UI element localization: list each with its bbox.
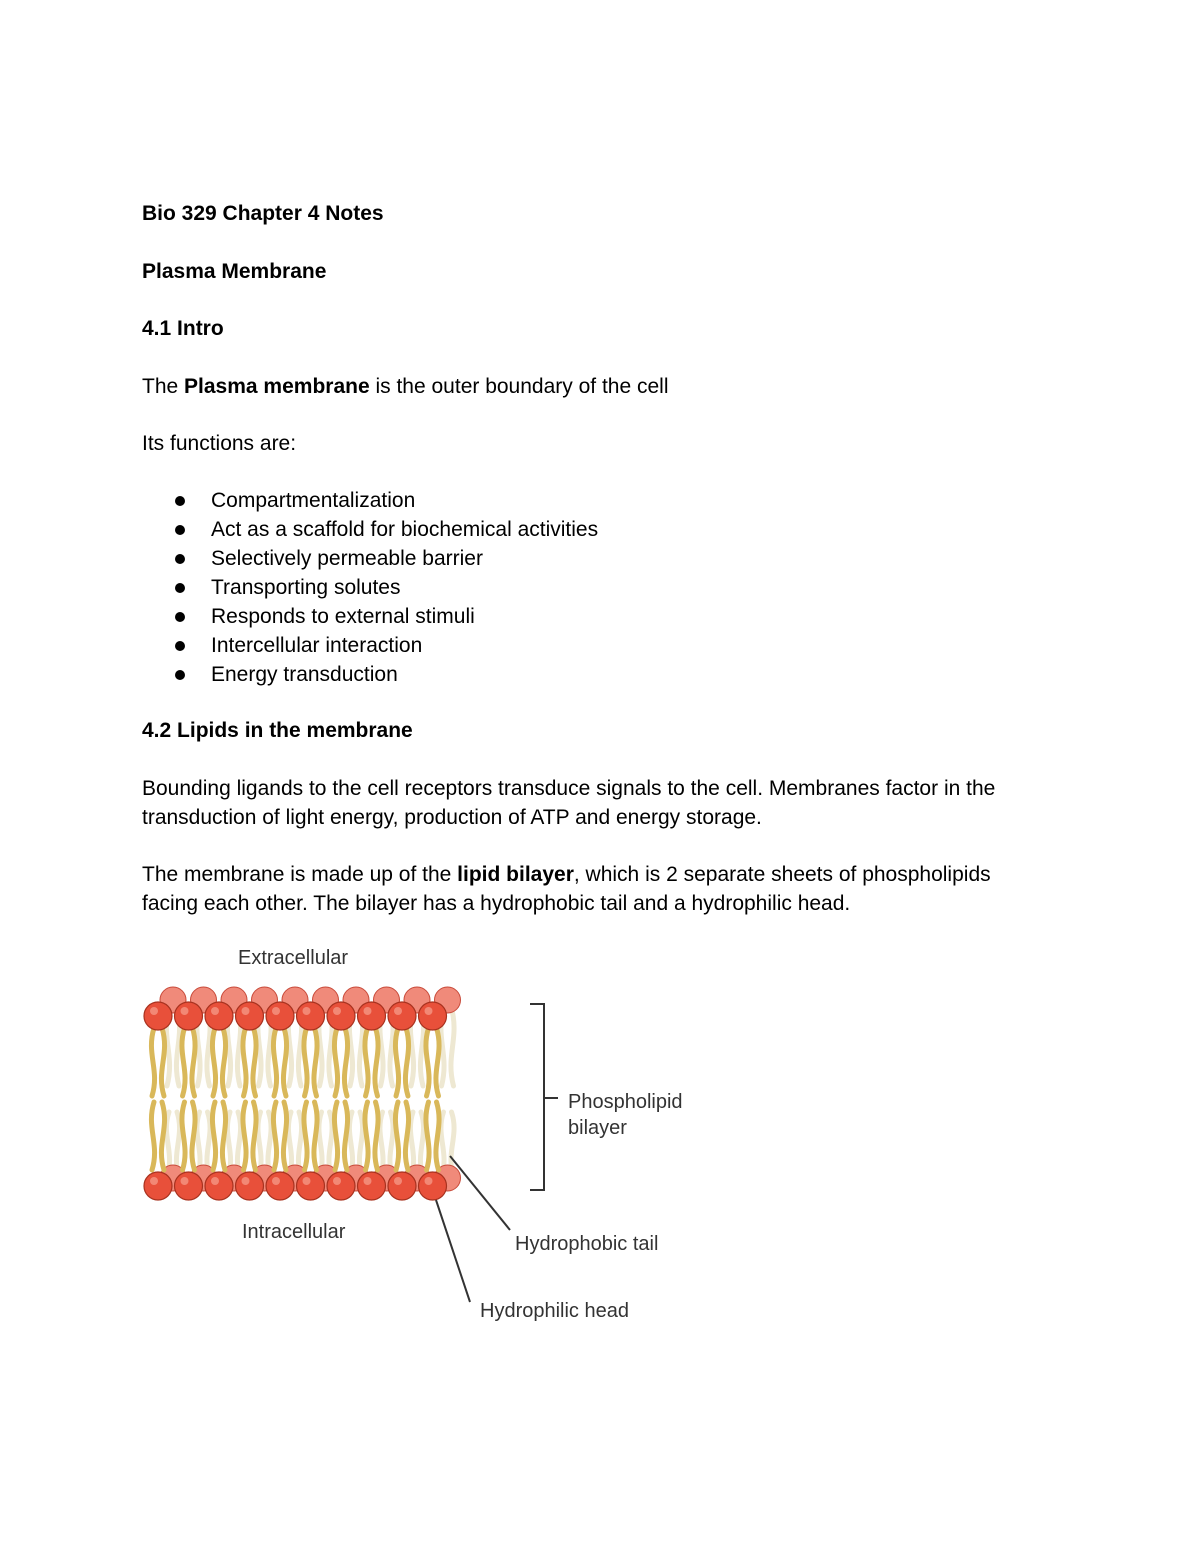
phospholipid-head [266,1172,294,1200]
list-item [142,486,598,515]
intro-sentence [142,372,669,401]
head-pointer-line [436,1200,470,1302]
hydrophobic-tail [192,1028,195,1096]
hydrophobic-tail [161,1102,164,1170]
head-highlight [425,1177,433,1185]
phospholipid-head [175,1172,203,1200]
phospholipid-head [236,1002,264,1030]
phospholipid-bilayer-figure [130,940,730,1340]
hydrophobic-tail [182,1028,185,1096]
hydrophobic-tail [334,1102,337,1170]
hydrophobic-tail [451,1008,454,1086]
phospholipid-head [297,1002,325,1030]
list-item-text: Intercellular interaction [211,634,423,657]
functions-lead: Its functions are: [142,432,297,455]
phospholipid-head [175,1002,203,1030]
head-highlight [181,1177,189,1185]
intro-term: Plasma membrane [184,375,370,398]
hydrophobic-tail [334,1028,337,1096]
hydrophobic-tail [283,1028,286,1096]
phospholipid-head [327,1002,355,1030]
phospholipid-head [327,1172,355,1200]
hydrophobic-tail [344,1102,347,1170]
phospholipid-head [388,1172,416,1200]
course-title: Bio 329 Chapter 4 Notes [142,202,384,225]
bullet-icon [175,612,185,622]
hydrophobic-tail [426,1102,429,1170]
list-item [142,573,598,602]
bilayer-diagram [130,940,730,1340]
bilayer-label-line1: Phospholipid [568,1091,683,1113]
phospholipid-head [236,1172,264,1200]
chapter-title: Plasma Membrane [142,260,327,283]
head-highlight [303,1177,311,1185]
head-highlight [242,1007,250,1015]
hydrophobic-tail [222,1102,225,1170]
phospholipid-head [266,1002,294,1030]
bullet-icon [175,496,185,506]
hydrophobic-tail [365,1102,368,1170]
hydrophilic-head-label: Hydrophilic head [480,1300,629,1322]
head-highlight [272,1177,280,1185]
hydrophobic-tail [436,1028,439,1096]
list-item [142,602,598,631]
bilayer-drawing [144,987,461,1200]
hydrophobic-tail [304,1102,307,1170]
hydrophobic-tail [304,1028,307,1096]
list-item [142,515,598,544]
head-highlight [333,1177,341,1185]
phospholipid-head [205,1002,233,1030]
phospholipid-head [205,1172,233,1200]
hydrophobic-tail [395,1028,398,1096]
list-item [142,631,598,660]
hydrophobic-tail [273,1102,276,1170]
head-highlight [150,1007,158,1015]
hydrophobic-tail [436,1102,439,1170]
section-heading-intro: 4.1 Intro [142,317,224,340]
head-highlight [364,1177,372,1185]
phospholipid-head [358,1172,386,1200]
intro-text-pre: The [142,375,185,398]
functions-list [142,486,598,689]
extracellular-label: Extracellular [238,947,349,969]
head-highlight [211,1177,219,1185]
tail-pointer-line [450,1156,510,1230]
hydrophobic-tail [212,1028,215,1096]
head-highlight [303,1007,311,1015]
bilayer-label-line2: bilayer [568,1117,627,1139]
head-highlight [211,1007,219,1015]
hydrophobic-tail [395,1102,398,1170]
hydrophobic-tail [222,1028,225,1096]
bullet-icon [175,583,185,593]
hydrophobic-tail [151,1102,154,1170]
lipids-text-pre: The membrane is made up of the [142,863,458,886]
lipids-term: lipid bilayer [457,863,574,886]
list-item-text: Selectively permeable barrier [211,547,483,570]
hydrophobic-tail [243,1028,246,1096]
head-highlight [394,1177,402,1185]
hydrophobic-tail [192,1102,195,1170]
lipids-paragraph-1: Bounding ligands to the cell receptors transduce signals to the cell. Membranes factor in the transduction of light energy, production of ATP and energy storage. [142,777,996,829]
hydrophobic-tail [283,1102,286,1170]
hydrophobic-tail [243,1102,246,1170]
list-item [142,544,598,573]
bullet-icon [175,641,185,651]
phospholipid-head [144,1002,172,1030]
hydrophobic-tail [273,1028,276,1096]
phospholipid-head [388,1002,416,1030]
hydrophobic-tail [314,1102,317,1170]
bullet-icon [175,554,185,564]
bullet-icon [175,670,185,680]
head-highlight [150,1177,158,1185]
bullet-icon [175,525,185,535]
list-item [142,660,598,689]
hydrophobic-tail [375,1028,378,1096]
section-heading-lipids: 4.2 Lipids in the membrane [142,719,413,742]
head-highlight [272,1007,280,1015]
head-highlight [364,1007,372,1015]
head-highlight [181,1007,189,1015]
head-highlight [425,1007,433,1015]
phospholipid-head [297,1172,325,1200]
hydrophobic-tail [253,1028,256,1096]
hydrophobic-tail-label: Hydrophobic tail [515,1233,659,1255]
hydrophobic-tail [253,1102,256,1170]
hydrophobic-tail [375,1102,378,1170]
list-item-text: Transporting solutes [211,576,401,599]
hydrophobic-tail [405,1102,408,1170]
hydrophobic-tail [344,1028,347,1096]
list-item-text: Act as a scaffold for biochemical activities [211,518,599,541]
hydrophobic-tail [426,1028,429,1096]
hydrophobic-tail [151,1028,154,1096]
phospholipid-head [419,1002,447,1030]
head-highlight [394,1007,402,1015]
hydrophobic-tail [212,1102,215,1170]
lipids-paragraph-2 [142,860,1042,918]
hydrophobic-tail [182,1102,185,1170]
list-item-text: Energy transduction [211,663,398,686]
intracellular-label: Intracellular [242,1221,346,1243]
list-item-text: Responds to external stimuli [211,605,475,628]
intro-text-post: is the outer boundary of the cell [369,375,669,398]
hydrophobic-tail [161,1028,164,1096]
hydrophobic-tail [405,1028,408,1096]
head-highlight [333,1007,341,1015]
phospholipid-head [144,1172,172,1200]
list-item-text: Compartmentalization [211,489,416,512]
lipids-text-post: , which is 2 separate sheets of phospholipids facing each other. The bilayer has a hydrophobic tail and a hydrophilic head. [142,863,991,915]
bilayer-bracket [530,1004,544,1190]
head-highlight [242,1177,250,1185]
hydrophobic-tail [365,1028,368,1096]
phospholipid-head [419,1172,447,1200]
phospholipid-head [358,1002,386,1030]
hydrophobic-tail [314,1028,317,1096]
